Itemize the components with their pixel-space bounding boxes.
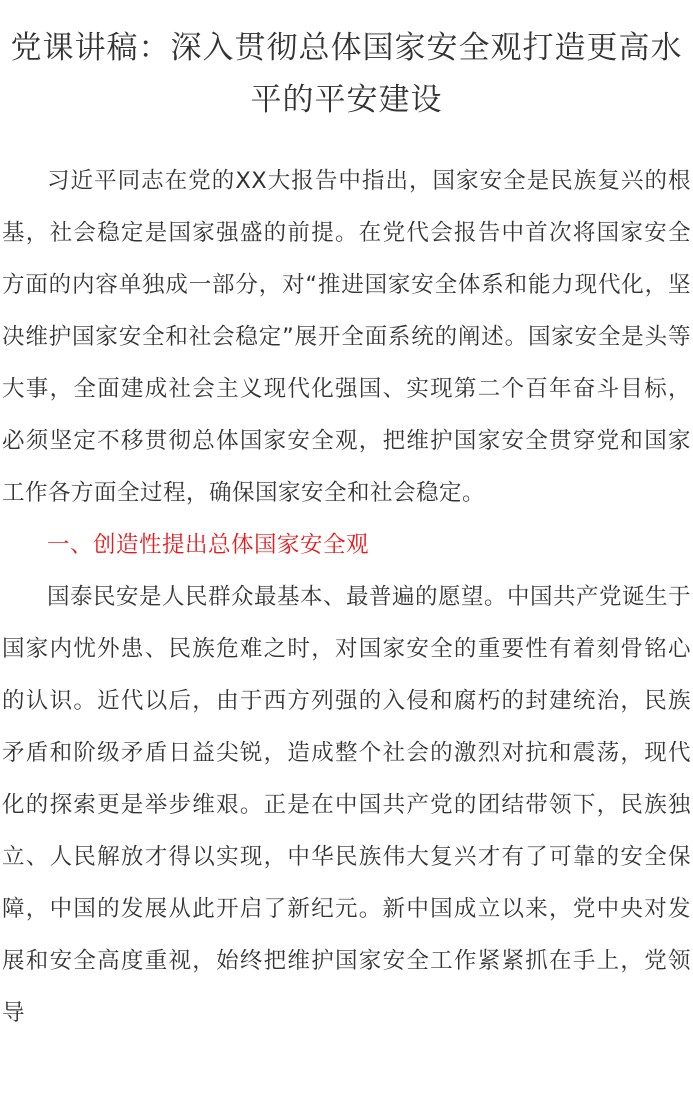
section-heading: 一、创造性提出总体国家安全观 bbox=[47, 532, 370, 558]
body-paragraph: 习近平同志在党的XX大报告中指出，国家安全是民族复兴的根基，社会稳定是国家强盛的前提。在党代会报告中首次将国家安全方面的内容单独成一部分，对“推进国家安全体系和能力现代化，坚决维护国家安全和社会稳定”展开全面系统的阐述。国家安全是头等大事，全面建成社会主义现代化强国、实现第二个百年奋斗目标，必须坚定不移贯彻总体国家安全观，把维护国家安全贯穿党和国家工作各方面全过程，确保国家安全和社会稳定。 bbox=[2, 168, 691, 506]
document-title: 党课讲稿：深入贯彻总体国家安全观打造更高水平的平安建设 bbox=[10, 30, 683, 118]
section-paragraph: 国泰民安是人民群众最基本、最普遍的愿望。中国共产党诞生于国家内忧外患、民族危难之时，对国家安全的重要性有着刻骨铭心的认识。近代以后，由于西方列强的入侵和腐朽的封建统治，民族矛盾和阶级矛盾日益尖锐，造成整个社会的激烈对抗和震荡，现代化的探索更是举步维艰。正是在中国共产党的团结带领下，民族独立、人民解放才得以实现，中华民族伟大复兴才有了可靠的安全保障，中国的发展从此开启了新纪元。新中国成立以来，党中央对发展和安全高度重视，始终把维护国家安全工作紧紧抓在手上，党领导 bbox=[2, 584, 692, 1026]
